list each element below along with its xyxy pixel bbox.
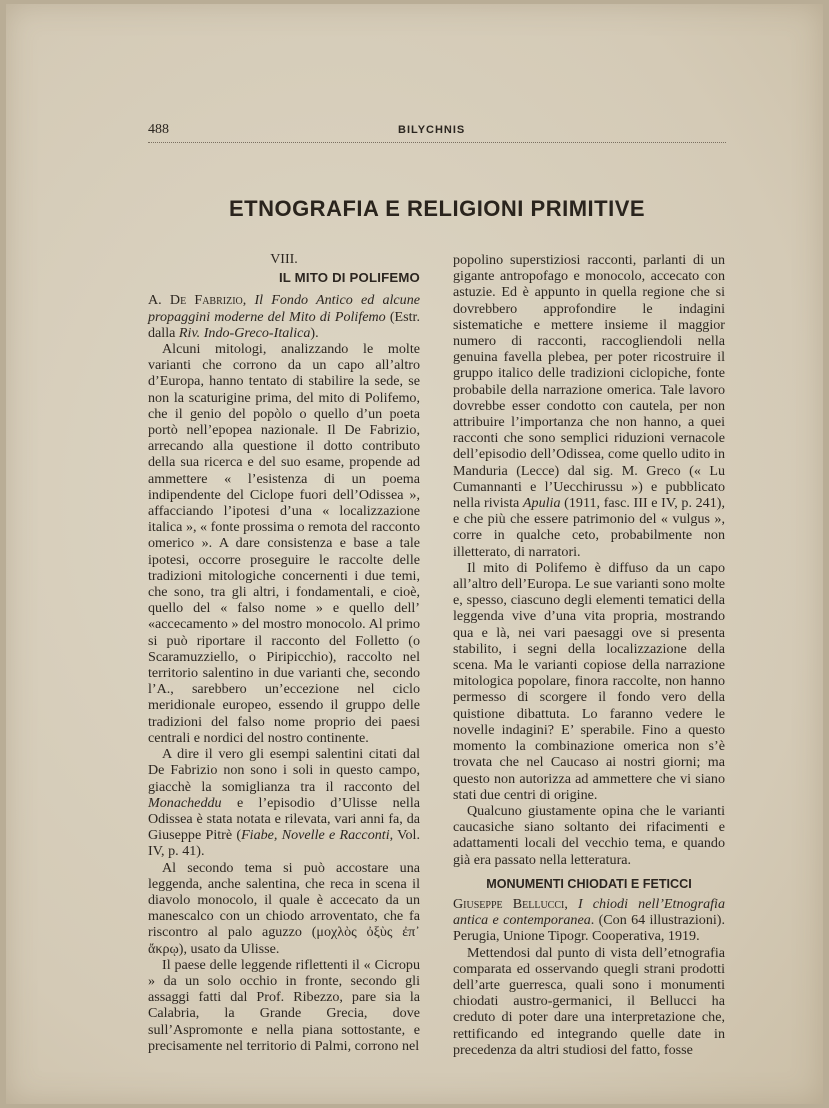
text-run: A dire il vero gli esempi salentini citati dal De Fabrizio non sono i soli in questo campo, giacchè la somiglianza tra il racconto del (148, 746, 420, 795)
text-run: popolino superstiziosi racconti, parlanti di un gigante antropofago e monocolo, accecato con astuzie. Ed è appunto in quella regione che si dovrebbero approfondire le indagini sistematiche e mettere insieme il maggior numero di racconti, raccogliendoli nella genuina favella plebea, per poter ricostruire il gruppo italico delle tradizioni ciclopiche, fonte probabile della narrazione omerica. Tale lavoro dovrebbe esser condotto con cautela, per non attribuire l’importanza che non hanno, a quei racconti che sono semplici riduzioni vernacole dell’episodio dell’Odissea, come quello udito in Manduria (Lecce) dal sig. M. Greco (« Lu Cumannanti e l’Uecchirussu ») e pubblicato nella rivista (453, 252, 725, 512)
citation-initial: A. (148, 292, 170, 309)
paragraph: Il mito di Polifemo è diffuso da un capo all’altro dell’Europa. Le sue varianti sono molte e, spesso, ciascuno degli elementi tematici della leggenda vive d’una vita propria, mostrando qua e là, nei vari paesaggi ove si presenta stabilito, i segni della localizzazione della scena. Ma le varianti copiose della narrazione mitologica popolare, finora raccolte, non hanno permesso di scorgere il fondo vero della quistione dibattuta. Lo faranno vedere le novelle indagini? E’ sperabile. Fino a questo momento la combinazione omerica non s’è trovata che nel Caucaso ai nostri giorni; ma questo non autorizza ad ammettere che vi siano stati due centri di origine. (453, 559, 725, 803)
left-column (148, 252, 420, 1054)
citation-sep: , (242, 292, 255, 309)
italic-run: Apulia (522, 495, 561, 512)
italic-run: Monacheddu (148, 794, 222, 811)
page-number: 488 (148, 122, 169, 137)
article-heading-monumenti: MONUMENTI CHIODATI E FETICCI (486, 876, 692, 891)
citation-sep: , (564, 895, 578, 912)
page-header (148, 120, 726, 143)
citation-end: ). (310, 324, 319, 341)
paragraph: Qualcuno giustamente opina che le varianti caucasiche siano soltanto dei rifacimenti e adattamenti locali del vecchio tema, e quando già era passato nella letteratura. (453, 802, 725, 868)
citation-title: I chiodi nell’Etnografia antica e contemporanea (453, 895, 726, 929)
right-column (453, 252, 725, 1058)
text-run: , Vol. IV, p. 41). (148, 827, 420, 860)
citation-author: De Fabrizio (169, 292, 243, 309)
section-number: VIII. (270, 252, 298, 267)
running-head: BILYCHNIS (398, 124, 466, 136)
citation-rest: . (Con 64 illustrazioni). Perugia, Unione Tipogr. Cooperativa, 1919. (453, 912, 726, 945)
paragraph: Alcuni mitologi, analizzando le molte varianti che corrono da un capo all’altro d’Europa, hanno tentato di stabilire la sede, se non la scaturigine prima, del mito di Polifemo, che il genio del popòlo o quello d’un poeta portò nell’epopea nazionale. Il De Fabrizio, arrecando alla questione il dotto contributo della sua ricerca e del suo esame, propende ad ammettere « l’esistenza di un poema indipendente del Ciclope fuori dell’Odissea », affacciando l’ipotesi d’una « localizzazione italica », « fonte prossima o remota del racconto omerico ». A dare consistenza e base a tale ipotesi, occorre proseguire le raccolte delle tradizioni mitologiche concernenti i due temi, che sono, tra gli altri, i fondamentali, e cioè, quello del « falso nome » e quello dell’ «accecamento » del mostro monocolo. Al primo si può riportare il racconto del Folletto (o Scaramuzziello, o Piripicchio), raccolto nel territorio salentino in due varianti che, secondo l’A., sarebbero un’eccezione nel ciclo meridionale europeo, essendo il gruppo delle tradizioni del falso nome proprio dei paesi centrali e nordici del nostro continente. (148, 341, 420, 746)
citation-de-fabrizio (148, 292, 420, 341)
paragraph: Al secondo tema si può accostare una leggenda, anche salentina, che reca in scena il diavolo monocolo, il quale è accecato da un manescalco con un chiodo arroventato, che fa riscontro al palo aguzzo (μοχλὸς ὀξὺς ἐπ᾽ ἄκρῳ), usato da Ulisse. (148, 859, 420, 957)
italic-run: Fiabe, Novelle e Racconti (241, 827, 390, 844)
text-run: e l’episodio d’Ulisse nella Odissea è stata notata e rilevata, vari anni fa, da Giuseppe Pitrè ( (148, 794, 420, 844)
paragraph (453, 252, 725, 560)
paragraph (148, 746, 420, 859)
paragraph: Il paese delle leggende riflettenti il « Cicropu » da un solo occhio in fronte, secondo gli assaggi fatti dal Prof. Ribezzo, pare sia la Calabria, la Grande Grecia, dove sull’Aspromonte e nella piana sottostante, e precisamente nel territorio di Palmi, corrono nel (148, 956, 420, 1054)
citation-source: (Estr. dalla (148, 308, 420, 341)
article-heading-polifemo: IL MITO DI POLIFEMO (278, 270, 420, 286)
citation-journal: Riv. Indo-Greco-Italica (178, 324, 311, 341)
page-sheet (6, 4, 823, 1104)
text-run: (1911, fasc. III e IV, p. 241), e che più che essere patrimonio del « vulgus », corre in qualche ceto, probabilmente non illetterato, di narratori. (453, 495, 725, 560)
citation-title: Il Fondo Antico ed alcune propaggini moderne del Mito di Polifemo (148, 292, 421, 325)
paragraph: Mettendosi dal punto di vista dell’etnografia comparata ed osservando quegli strani prodotti dell’arte guerresca, quali sono i monumenti chiodati austro-germanici, il Bellucci ha creduto di poter dare una interpretazione che, rettificando ed integrando quelle date in precedenza da altri studiosi del fatto, fosse (453, 944, 725, 1058)
section-title: ETNOGRAFIA E RELIGIONI PRIMITIVE (228, 196, 646, 221)
citation-bellucci (453, 896, 725, 945)
citation-author: Giuseppe Bellucci (453, 895, 565, 912)
